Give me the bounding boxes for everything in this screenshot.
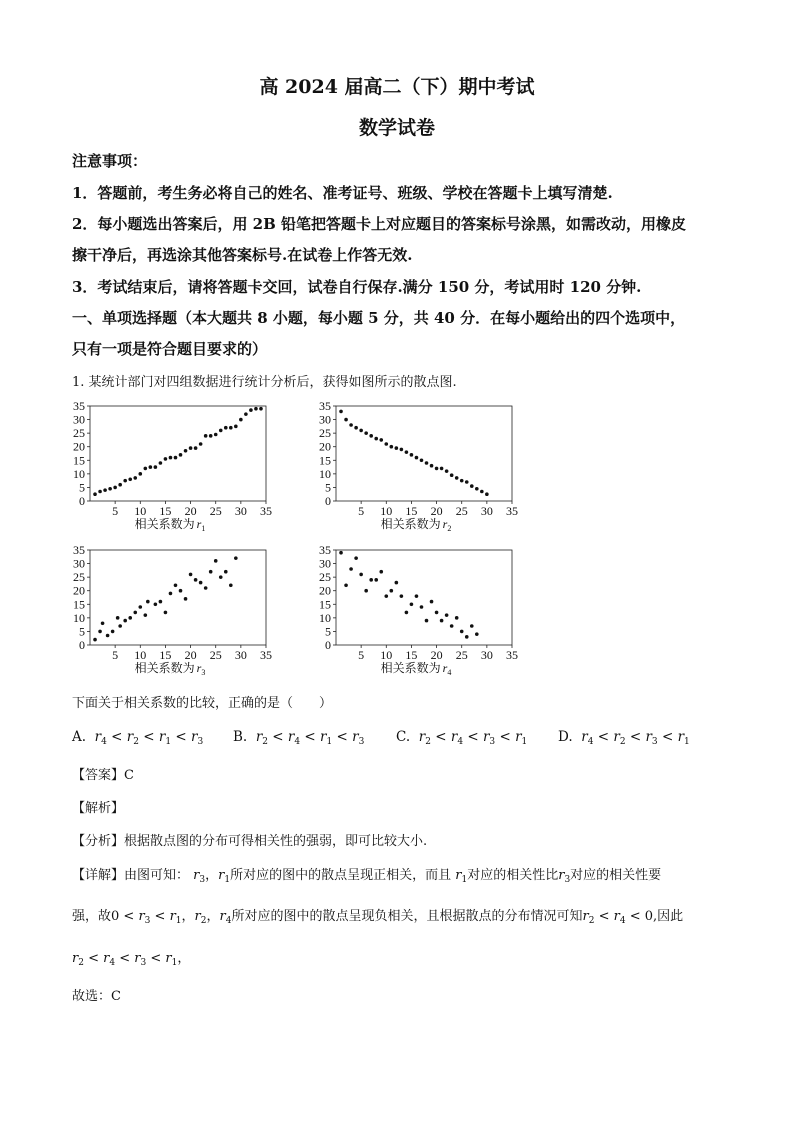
notes-heading: 注意事项：	[72, 152, 148, 170]
data-point	[146, 600, 150, 604]
plot-frame	[336, 550, 512, 645]
x-tick-label: 10	[134, 504, 147, 518]
x-tick-label: 15	[159, 504, 172, 518]
exam-subtitle: 数学试卷	[358, 117, 435, 139]
scatter-chart-r4	[306, 540, 526, 680]
data-point	[189, 446, 193, 450]
data-point	[133, 611, 137, 615]
y-tick-label: 5	[325, 480, 331, 495]
data-point	[395, 446, 399, 450]
x-tick-label: 20	[430, 648, 443, 662]
data-point	[118, 483, 122, 487]
y-tick-label: 35	[73, 399, 85, 413]
x-tick-label: 15	[405, 648, 418, 662]
data-point	[118, 624, 122, 628]
data-point	[390, 589, 394, 593]
y-tick-label: 25	[319, 426, 331, 441]
y-tick-label: 25	[73, 570, 85, 585]
data-point	[111, 630, 115, 634]
x-tick-label: 15	[159, 648, 172, 662]
y-tick-label: 20	[73, 439, 85, 454]
x-tick-label: 20	[184, 648, 197, 662]
data-point	[169, 456, 173, 460]
y-tick-label: 15	[73, 597, 85, 612]
data-point	[254, 407, 258, 411]
plot-frame	[90, 550, 266, 645]
x-tick-label: 20	[430, 504, 443, 518]
x-tick-label: 10	[380, 648, 393, 662]
data-point	[384, 442, 388, 446]
note-item-3: 3．考试结束后，请将答题卡交回，试卷自行保存.满分 150 分，考试用时 120 分钟.	[72, 278, 642, 296]
data-point	[249, 408, 253, 412]
y-tick-label: 0	[79, 638, 85, 652]
option-a[interactable]: A. $r_4 < r_2 < r_1 < r_3$	[72, 729, 204, 747]
chart-caption: 相关系数为 $r_4$	[380, 661, 452, 677]
data-point	[116, 616, 120, 620]
x-tick-label: 30	[234, 648, 247, 662]
data-point	[450, 473, 454, 477]
y-tick-label: 0	[79, 494, 85, 508]
data-point	[98, 490, 102, 494]
data-point	[440, 619, 444, 623]
data-point	[101, 621, 105, 625]
data-point	[485, 492, 489, 496]
data-point	[204, 586, 208, 590]
data-point	[435, 467, 439, 471]
x-tick-label: 25	[455, 504, 468, 518]
option-b[interactable]: B. $r_2 < r_4 < r_1 < r_3$	[233, 729, 365, 747]
data-point	[430, 600, 434, 604]
y-tick-label: 30	[73, 412, 85, 427]
y-tick-label: 35	[319, 399, 331, 413]
x-tick-label: 5	[358, 504, 365, 518]
data-point	[93, 638, 97, 642]
data-point	[384, 594, 388, 598]
data-point	[425, 619, 429, 623]
x-tick-label: 25	[209, 504, 222, 518]
answer-value: C	[124, 768, 134, 783]
data-point	[374, 437, 378, 441]
data-point	[219, 429, 223, 433]
x-tick-label: 35	[260, 504, 272, 518]
data-point	[159, 600, 163, 604]
data-point	[106, 634, 110, 638]
data-point	[154, 465, 158, 469]
data-point	[445, 469, 449, 473]
data-point	[455, 616, 459, 620]
data-point	[234, 556, 238, 560]
y-tick-label: 20	[319, 583, 331, 598]
y-tick-label: 35	[73, 543, 85, 557]
data-point	[359, 573, 363, 577]
note-item-1: 1．答题前，考生务必将自己的姓名、准考证号、班级、学校在答题卡上填写清楚.	[72, 184, 613, 202]
x-tick-label: 5	[112, 648, 119, 662]
plot-frame	[336, 406, 512, 501]
data-point	[390, 445, 394, 449]
data-point	[229, 583, 233, 587]
data-point	[415, 456, 419, 460]
data-point	[209, 434, 213, 438]
data-point	[420, 605, 424, 609]
x-tick-label: 25	[209, 648, 222, 662]
question-prompt: 下面关于相关系数的比较，正确的是（ ）	[72, 696, 333, 711]
data-point	[445, 613, 449, 617]
data-point	[164, 457, 168, 461]
exam-title: 高 2024 届高二（下）期中考试	[259, 76, 535, 98]
data-point	[440, 467, 444, 471]
data-point	[224, 570, 228, 574]
data-point	[379, 570, 383, 574]
section-heading-cont: 只有一项是符合题目要求的）	[72, 340, 268, 358]
answer-line	[72, 764, 134, 783]
x-tick-label: 30	[234, 504, 247, 518]
y-tick-label: 35	[319, 543, 331, 557]
data-point	[133, 476, 137, 480]
scatter-chart-r1	[60, 396, 280, 536]
data-point	[369, 434, 373, 438]
x-tick-label: 30	[480, 648, 493, 662]
note-item-2: 2．每小题选出答案后，用 2B 铅笔把答题卡上对应题目的答案标号涂黑，如需改动，用橡皮	[72, 215, 687, 233]
data-point	[224, 426, 228, 430]
data-point	[465, 635, 469, 639]
detail-line-1: 【详解】由图可知： $r_3$，$r_1$所对应的图中的散点呈现正相关，而且 $r_1$对应的相关性比$r_3$对应的相关性要	[72, 868, 662, 885]
data-point	[164, 611, 168, 615]
x-tick-label: 10	[134, 648, 147, 662]
detail-line-2: 强，故$0 < r_3 < r_1$，$r_2$，$r_4$所对应的图中的散点呈现负相关，且根据散点的分布情况可知$r_2 < r_4 < 0$,因此	[72, 909, 684, 926]
data-point	[410, 602, 414, 606]
data-point	[184, 597, 188, 601]
data-point	[339, 551, 343, 555]
final-answer-line: 故选：C	[72, 989, 121, 1004]
data-point	[144, 467, 148, 471]
data-point	[425, 461, 429, 465]
data-point	[410, 453, 414, 457]
data-point	[400, 448, 404, 452]
option-d[interactable]: D. $r_4 < r_2 < r_3 < r_1$	[558, 729, 690, 747]
data-point	[465, 480, 469, 484]
data-point	[209, 570, 213, 574]
y-tick-label: 5	[79, 624, 85, 639]
data-point	[214, 559, 218, 563]
data-point	[344, 418, 348, 422]
data-point	[174, 583, 178, 587]
data-point	[108, 487, 112, 491]
data-point	[138, 472, 142, 476]
data-point	[369, 578, 373, 582]
data-point	[339, 410, 343, 414]
chart-caption: 相关系数为 $r_1$	[134, 517, 206, 533]
data-point	[123, 619, 127, 623]
data-point	[174, 456, 178, 460]
data-point	[103, 488, 107, 492]
data-point	[400, 594, 404, 598]
data-point	[93, 492, 97, 496]
x-tick-label: 15	[405, 504, 418, 518]
scatter-chart-r2	[306, 396, 526, 536]
data-point	[128, 477, 132, 481]
data-point	[184, 449, 188, 453]
data-point	[159, 461, 163, 465]
y-tick-label: 10	[319, 466, 331, 481]
data-point	[395, 581, 399, 585]
section-heading: 一、单项选择题（本大题共 8 小题，每小题 5 分，共 40 分．在每小题给出的四个选项中，	[72, 309, 686, 327]
data-point	[430, 464, 434, 468]
data-point	[349, 567, 353, 571]
data-point	[374, 578, 378, 582]
x-tick-label: 5	[112, 504, 119, 518]
data-point	[113, 486, 117, 490]
data-point	[179, 589, 183, 593]
data-point	[344, 583, 348, 587]
x-tick-label: 30	[480, 504, 493, 518]
data-point	[239, 418, 243, 422]
scatter-chart-r3	[60, 540, 280, 680]
data-point	[359, 429, 363, 433]
y-tick-label: 5	[79, 480, 85, 495]
data-point	[179, 453, 183, 457]
y-tick-label: 20	[73, 583, 85, 598]
data-point	[199, 442, 203, 446]
chart-caption: 相关系数为 $r_2$	[380, 517, 452, 533]
answer-tag: 【答案】	[72, 768, 125, 783]
data-point	[194, 446, 198, 450]
y-tick-label: 5	[325, 624, 331, 639]
note-item-2-cont: 擦干净后，再选涂其他答案标号.在试卷上作答无效.	[72, 246, 413, 264]
question-stem: 1. 某统计部门对四组数据进行统计分析后，获得如图所示的散点图.	[72, 375, 457, 390]
data-point	[460, 479, 464, 483]
data-point	[460, 630, 464, 634]
x-tick-label: 5	[358, 648, 365, 662]
detail-line-3: $r_2 < r_4 < r_3 < r_1$，	[72, 951, 191, 968]
data-point	[229, 426, 233, 430]
data-point	[364, 589, 368, 593]
data-point	[244, 412, 248, 416]
data-point	[149, 465, 153, 469]
x-tick-label: 20	[184, 504, 197, 518]
y-tick-label: 10	[73, 466, 85, 481]
x-tick-label: 25	[455, 648, 468, 662]
y-tick-label: 15	[319, 597, 331, 612]
chart-caption: 相关系数为 $r_3$	[134, 661, 206, 677]
y-tick-label: 15	[73, 453, 85, 468]
data-point	[420, 458, 424, 462]
x-tick-label: 35	[260, 648, 272, 662]
data-point	[475, 632, 479, 636]
data-point	[405, 611, 409, 615]
analysis-tag: 【解析】	[72, 801, 125, 816]
data-point	[138, 605, 142, 609]
data-point	[214, 433, 218, 437]
data-point	[405, 450, 409, 454]
option-c[interactable]: C. $r_2 < r_4 < r_3 < r_1$	[396, 729, 528, 747]
data-point	[364, 431, 368, 435]
data-point	[123, 479, 127, 483]
y-tick-label: 10	[73, 610, 85, 625]
data-point	[194, 578, 198, 582]
data-point	[480, 490, 484, 494]
x-tick-label: 35	[506, 648, 518, 662]
x-tick-label: 35	[506, 504, 518, 518]
y-tick-label: 10	[319, 610, 331, 625]
data-point	[450, 624, 454, 628]
data-point	[379, 438, 383, 442]
data-point	[475, 487, 479, 491]
y-tick-label: 0	[325, 494, 331, 508]
y-tick-label: 30	[73, 556, 85, 571]
data-point	[144, 613, 148, 617]
data-point	[234, 425, 238, 429]
y-tick-label: 25	[319, 570, 331, 585]
data-point	[415, 594, 419, 598]
data-point	[219, 575, 223, 579]
y-tick-label: 25	[73, 426, 85, 441]
data-point	[435, 611, 439, 615]
data-point	[98, 630, 102, 634]
data-point	[470, 484, 474, 488]
data-point	[354, 426, 358, 430]
data-point	[199, 581, 203, 585]
data-point	[169, 592, 173, 596]
y-tick-label: 30	[319, 556, 331, 571]
data-point	[189, 573, 193, 577]
data-point	[470, 624, 474, 628]
x-tick-label: 10	[380, 504, 393, 518]
data-point	[349, 423, 353, 427]
data-point	[204, 434, 208, 438]
data-point	[455, 476, 459, 480]
y-tick-label: 30	[319, 412, 331, 427]
data-point	[154, 602, 158, 606]
y-tick-label: 15	[319, 453, 331, 468]
data-point	[354, 556, 358, 560]
y-tick-label: 0	[325, 638, 331, 652]
fenxi-line: 【分析】根据散点图的分布可得相关性的强弱，即可比较大小.	[72, 834, 428, 849]
y-tick-label: 20	[319, 439, 331, 454]
data-point	[128, 616, 132, 620]
data-point	[259, 407, 263, 411]
